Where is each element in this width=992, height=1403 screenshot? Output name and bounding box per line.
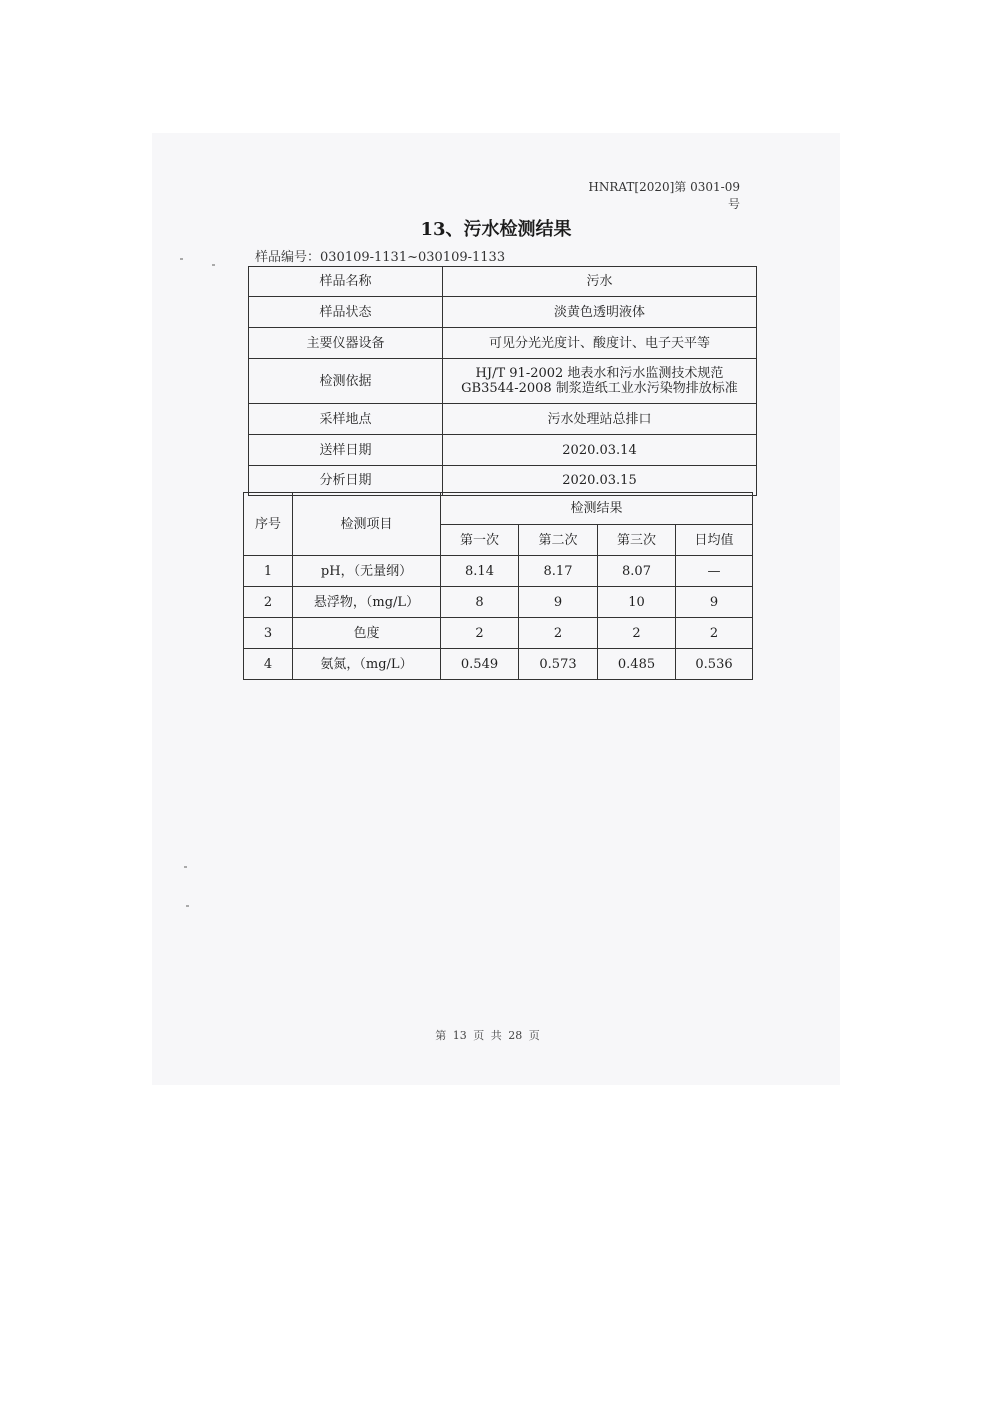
info-label: 主要仪器设备 bbox=[249, 328, 443, 359]
row-value: 8 bbox=[441, 587, 519, 618]
info-row-sampling-site bbox=[249, 404, 757, 435]
info-value: 污水处理站总排口 bbox=[443, 404, 757, 435]
info-value: 淡黄色透明液体 bbox=[443, 297, 757, 328]
info-value: 污水 bbox=[443, 267, 757, 297]
subheader-daily-avg: 日均值 bbox=[676, 525, 753, 556]
sample-number: 样品编号：030109-1131~030109-1133 bbox=[255, 250, 506, 265]
info-row-sample-state bbox=[249, 297, 757, 328]
table-row bbox=[244, 618, 753, 649]
scan-speck bbox=[180, 258, 183, 260]
test-basis-line-2: GB3544-2008 制浆造纸工业水污染物排放标准 bbox=[461, 381, 738, 396]
info-row-delivery-date bbox=[249, 435, 757, 466]
row-value: 8.14 bbox=[441, 556, 519, 587]
subheader-second: 第二次 bbox=[519, 525, 598, 556]
row-value: — bbox=[676, 556, 753, 587]
col-header-item: 检测项目 bbox=[293, 493, 441, 556]
row-value: 2 bbox=[519, 618, 598, 649]
scan-speck bbox=[212, 264, 215, 266]
info-label: 送样日期 bbox=[249, 435, 443, 466]
info-row-sample-name bbox=[249, 267, 757, 297]
scan-speck bbox=[186, 905, 189, 907]
info-value: 2020.03.14 bbox=[443, 435, 757, 466]
row-value: 9 bbox=[519, 587, 598, 618]
results-header-row bbox=[244, 493, 753, 525]
table-row bbox=[244, 556, 753, 587]
row-no: 3 bbox=[244, 618, 293, 649]
row-value: 0.485 bbox=[598, 649, 676, 680]
info-label: 采样地点 bbox=[249, 404, 443, 435]
info-label: 样品状态 bbox=[249, 297, 443, 328]
info-row-instruments bbox=[249, 328, 757, 359]
info-label: 分析日期 bbox=[249, 466, 443, 496]
info-label: 检测依据 bbox=[249, 359, 443, 404]
info-value: 2020.03.15 bbox=[443, 466, 757, 496]
row-value: 9 bbox=[676, 587, 753, 618]
row-value: 10 bbox=[598, 587, 676, 618]
row-value: 0.573 bbox=[519, 649, 598, 680]
row-value: 2 bbox=[598, 618, 676, 649]
info-value: 可见分光光度计、酸度计、电子天平等 bbox=[443, 328, 757, 359]
info-row-analysis-date bbox=[249, 466, 757, 496]
col-header-results: 检测结果 bbox=[441, 493, 753, 525]
row-no: 2 bbox=[244, 587, 293, 618]
subheader-first: 第一次 bbox=[441, 525, 519, 556]
row-no: 1 bbox=[244, 556, 293, 587]
row-value: 8.07 bbox=[598, 556, 676, 587]
table-row bbox=[244, 587, 753, 618]
row-value: 0.549 bbox=[441, 649, 519, 680]
table-row bbox=[244, 649, 753, 680]
row-value: 2 bbox=[676, 618, 753, 649]
info-value-multiline bbox=[443, 359, 757, 404]
row-item: pH，（无量纲） bbox=[293, 556, 441, 587]
row-item: 悬浮物，（mg/L） bbox=[293, 587, 441, 618]
subheader-third: 第三次 bbox=[598, 525, 676, 556]
row-item: 色度 bbox=[293, 618, 441, 649]
row-item: 氨氮，（mg/L） bbox=[293, 649, 441, 680]
document-number: HNRAT[2020]第 0301-09 号 bbox=[588, 180, 740, 211]
row-value: 2 bbox=[441, 618, 519, 649]
test-basis-line-1: HJ/T 91-2002 地表水和污水监测技术规范 bbox=[475, 366, 724, 381]
page-footer: 第 13 页 共 28 页 bbox=[435, 1029, 540, 1042]
info-row-test-basis bbox=[249, 359, 757, 404]
results-table bbox=[243, 492, 753, 680]
row-value: 8.17 bbox=[519, 556, 598, 587]
col-header-no: 序号 bbox=[244, 493, 293, 556]
row-value: 0.536 bbox=[676, 649, 753, 680]
scan-speck bbox=[184, 866, 187, 868]
sample-info-table bbox=[248, 266, 757, 496]
row-no: 4 bbox=[244, 649, 293, 680]
page-title: 13、污水检测结果 bbox=[420, 219, 572, 240]
info-label: 样品名称 bbox=[249, 267, 443, 297]
